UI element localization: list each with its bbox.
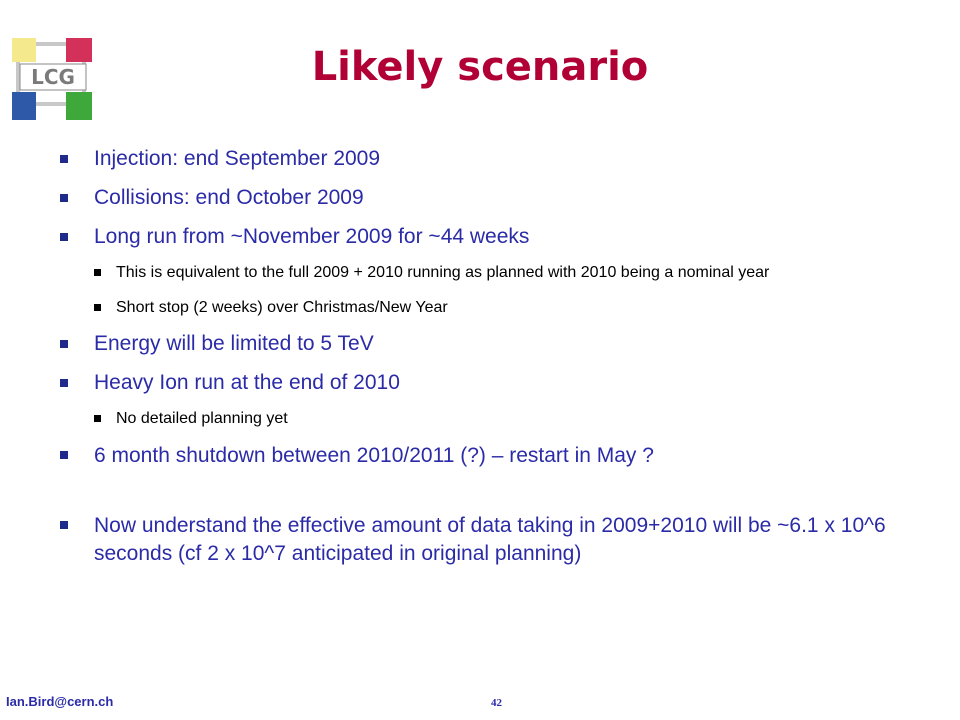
sub-bullet-text: Short stop (2 weeks) over Christmas/New Year bbox=[116, 299, 448, 316]
sub-bullet-item bbox=[94, 262, 918, 283]
bullet-text: 6 month shutdown between 2010/2011 (?) – restart in May ? bbox=[94, 444, 654, 467]
square-bullet-icon bbox=[60, 340, 68, 348]
square-bullet-icon bbox=[60, 379, 68, 387]
sub-bullet-text: No detailed planning yet bbox=[116, 410, 288, 427]
bullet-item bbox=[58, 370, 918, 429]
bullet-text: Long run from ~November 2009 for ~44 weeks bbox=[94, 225, 530, 248]
sub-bullet-item bbox=[94, 408, 918, 429]
bullet-item bbox=[58, 331, 918, 357]
bullet-item bbox=[58, 146, 918, 172]
bullet-text: Collisions: end October 2009 bbox=[94, 186, 364, 209]
square-bullet-icon bbox=[60, 521, 68, 529]
logo-text: LCG bbox=[31, 65, 75, 89]
bullet-text: Energy will be limited to 5 TeV bbox=[94, 332, 374, 355]
sub-bullet-list bbox=[94, 262, 918, 318]
square-bullet-icon bbox=[60, 194, 68, 202]
bullet-text: Injection: end September 2009 bbox=[94, 147, 381, 170]
sub-bullet-text: This is equivalent to the full 2009 + 2010 running as planned with 2010 being a nominal year bbox=[116, 264, 770, 281]
slide-title: Likely scenario bbox=[311, 44, 649, 90]
bullet-text: Now understand the effective amount of data taking in 2009+2010 will be ~6.1 x 10^6 seconds (cf 2 x 10^7 anticipated in original planning) bbox=[94, 514, 886, 565]
bullet-item bbox=[58, 224, 918, 318]
footer-email: Ian.Bird@cern.ch bbox=[6, 694, 114, 709]
square-bullet-icon bbox=[60, 155, 68, 163]
square-bullet-icon bbox=[60, 233, 68, 241]
sub-bullet-list bbox=[94, 408, 918, 429]
page-number: 42 bbox=[491, 697, 502, 709]
bullet-text: Heavy Ion run at the end of 2010 bbox=[94, 371, 400, 394]
bullet-list bbox=[58, 146, 918, 581]
bullet-item bbox=[58, 442, 918, 470]
square-bullet-icon bbox=[60, 451, 68, 459]
sub-bullet-item bbox=[94, 297, 918, 318]
square-bullet-icon bbox=[94, 304, 101, 311]
square-bullet-icon bbox=[94, 269, 101, 276]
bullet-item bbox=[58, 512, 918, 568]
bullet-item bbox=[58, 185, 918, 211]
square-bullet-icon bbox=[94, 415, 101, 422]
